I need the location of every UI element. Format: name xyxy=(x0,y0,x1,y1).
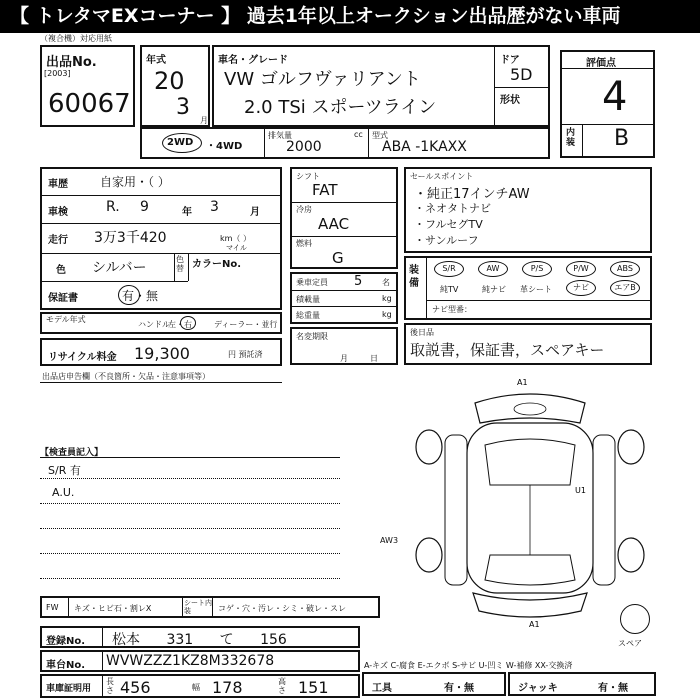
model-name: VW ゴルフヴァリアント xyxy=(224,69,421,90)
model-code-label: 型式 xyxy=(372,131,388,140)
width-label: 幅 xyxy=(192,683,200,692)
shift-box xyxy=(290,167,398,269)
model-type-label: モデル年式 xyxy=(46,315,86,324)
capacity-box xyxy=(290,272,398,324)
equip-ps: P/S xyxy=(522,261,552,277)
displacement-unit: cc xyxy=(354,130,363,139)
damage-mark: U1 xyxy=(575,486,586,495)
equip-pw: P/W xyxy=(566,261,596,277)
recycle-row xyxy=(40,338,282,366)
aircon-value: AAC xyxy=(318,215,350,233)
handle-row xyxy=(40,312,282,334)
lot-number: 60067 xyxy=(48,89,131,119)
lot-box xyxy=(40,45,135,127)
sales-points-box xyxy=(404,167,652,253)
damage-items-1: キズ・ヒビ石・割レX xyxy=(74,604,152,613)
damage-mark: AW3 xyxy=(380,536,399,545)
auction-banner: 【 トレタマEXコーナー 】 過去1年以上オークション出品歴がない車両 xyxy=(0,0,700,33)
history-label: 車歴 xyxy=(48,179,68,190)
year-box xyxy=(140,45,210,127)
year-label: 年式 xyxy=(146,55,166,66)
inspection-month: 3 xyxy=(210,199,219,215)
inspector-line1: S/R 有 xyxy=(48,464,81,477)
equipment-label: 装備 xyxy=(409,265,419,289)
score-box xyxy=(560,50,655,158)
history-value: 自家用・（ ） xyxy=(100,175,170,189)
chassis-value: WVWZZZ1KZ8M332678 xyxy=(106,653,275,669)
model-box xyxy=(212,45,550,127)
jack-value: 有・無 xyxy=(598,683,628,694)
recycle-value: 19,300 xyxy=(134,344,190,363)
year-month-unit: 月 xyxy=(200,116,208,125)
jack-label: ジャッキ xyxy=(518,683,558,694)
warranty-label: 保証書 xyxy=(48,293,78,304)
interior-grade: B xyxy=(614,126,630,151)
score-label: 評価点 xyxy=(586,58,616,69)
aircon-label: 冷房 xyxy=(296,205,312,214)
capacity-value: 5 xyxy=(354,274,363,289)
shape-label: 形状 xyxy=(500,95,520,106)
damage-legend-row xyxy=(40,596,380,618)
color-change-label: 色替 xyxy=(176,255,184,273)
tools-box xyxy=(362,672,506,696)
registration-value: 松本 331 て 156 xyxy=(112,632,287,648)
sales-point-item: ・フルセグTV xyxy=(414,218,483,231)
warranty-value: 有・無 xyxy=(122,289,159,303)
fuel-label: 燃料 xyxy=(296,239,312,248)
details-table xyxy=(40,167,282,310)
spare-tire-icon xyxy=(620,604,650,634)
equipment-box xyxy=(404,256,652,320)
name-change-box xyxy=(290,327,398,365)
displacement-label: 排気量 xyxy=(268,131,292,140)
color-value: シルバー xyxy=(92,260,147,276)
spare-label: スペア xyxy=(618,639,642,648)
damage-mark: A1 xyxy=(529,620,540,629)
chassis-label: 車台No. xyxy=(46,660,86,671)
year-month: 3 xyxy=(176,95,190,120)
score-value: 4 xyxy=(602,74,628,120)
doors-value: 5D xyxy=(510,65,533,84)
damage-items-2: コゲ・穴・汚レ・シミ・破レ・スレ xyxy=(218,604,346,613)
length-value: 456 xyxy=(120,678,151,697)
equip-abs: ABS xyxy=(610,261,640,277)
color-no-label: カラーNo. xyxy=(192,259,242,270)
recycle-unit: 円 預託済 xyxy=(228,350,263,359)
capacity-unit: 名 xyxy=(382,278,390,287)
import-value: ディーラー・並行 xyxy=(214,320,278,329)
mileage-sub: マイル xyxy=(226,244,247,252)
equip-leather: 革シート xyxy=(520,285,552,294)
year-value: 20 xyxy=(154,67,185,95)
damage-mark: A1 xyxy=(517,378,528,387)
displacement-value: 2000 xyxy=(286,139,322,155)
inspection-month-unit: 月 xyxy=(250,207,260,218)
drive-4wd: ・4WD xyxy=(206,141,243,152)
registration-label: 登録No. xyxy=(46,636,86,647)
height-value: 151 xyxy=(298,678,329,697)
sales-point-item: ・サンルーフ xyxy=(414,234,479,247)
spec-row xyxy=(140,127,550,159)
seller-notes-label: 出品店申告欄（不良箇所・欠品・注意事項等） xyxy=(42,372,210,381)
docs-box xyxy=(404,323,652,365)
handle-label: ハンドル xyxy=(138,320,170,329)
equip-sr: S/R xyxy=(434,261,464,277)
header-note: （複合機）対応用紙 xyxy=(40,34,112,43)
damage-code-legend: A-キズ C-腐食 E-エクボ S-サビ U-凹ミ W-補修 XX-交換済 xyxy=(364,661,573,670)
fw-label: FW xyxy=(46,603,59,612)
gross-unit: kg xyxy=(382,310,392,319)
interior-label: 内装 xyxy=(566,128,576,148)
equip-aw: AW xyxy=(478,261,508,277)
jack-box xyxy=(508,672,656,696)
inspector-line2: A.U. xyxy=(52,486,75,499)
certificate-row xyxy=(40,674,360,698)
load-label: 積載量 xyxy=(296,295,320,304)
fuel-value: G xyxy=(332,249,344,267)
mileage-label: 走行 xyxy=(48,235,68,246)
docs-label: 後日品 xyxy=(410,328,434,337)
model-code-value: ABA -1KAXX xyxy=(382,139,467,155)
inspection-year: 9 xyxy=(140,199,149,215)
registration-row xyxy=(40,626,360,648)
tools-value: 有・無 xyxy=(444,683,474,694)
doors-label: ドア xyxy=(500,55,520,66)
sales-point-item: ・純正17インチAW xyxy=(414,187,530,202)
shift-label: シフト xyxy=(296,172,320,181)
length-label: 長さ xyxy=(106,677,114,695)
recycle-label: リサイクル料金 xyxy=(48,352,117,363)
capacity-label: 乗車定員 xyxy=(296,278,328,287)
inspection-label: 車検 xyxy=(48,207,68,218)
chassis-row xyxy=(40,650,360,672)
lot-label: 出品No. xyxy=(46,55,97,70)
equip-airbag: エアB xyxy=(610,280,640,296)
tools-label: 工具 xyxy=(372,683,392,694)
gross-label: 総重量 xyxy=(296,311,320,320)
navi-model-label: ナビ型番： xyxy=(432,305,472,314)
name-change-unit: 月日 xyxy=(340,354,400,363)
inspection-year-unit: 年 xyxy=(182,207,192,218)
model-label: 車名・グレード xyxy=(218,55,288,66)
docs-value: 取説書，保証書，スペアキー xyxy=(410,341,605,359)
mileage-unit: km（ ） xyxy=(220,234,251,243)
inspector-label: 【検査員記入】 xyxy=(40,448,104,458)
equip-navi: 純ナビ xyxy=(482,285,506,294)
load-unit: kg xyxy=(382,294,392,303)
mileage-value: 3万3千420 xyxy=(94,230,167,246)
lot-year-stamp: [2003] xyxy=(44,69,71,78)
drive-2wd: 2WD xyxy=(167,137,194,148)
seat-label: シート内装 xyxy=(184,599,212,615)
equip-navi2: ナビ xyxy=(566,280,596,296)
handle-value: 左・右 xyxy=(168,320,192,329)
model-grade: 2.0 TSi スポーツライン xyxy=(244,97,437,118)
color-label: 色 xyxy=(56,265,66,276)
inspection-era: R. xyxy=(106,199,120,215)
name-change-label: 名変期限 xyxy=(296,332,328,341)
width-value: 178 xyxy=(212,678,243,697)
sales-points-label: セールスポイント xyxy=(410,172,474,181)
equip-tv: 純TV xyxy=(440,285,459,294)
shift-value: FAT xyxy=(312,181,338,199)
certificate-label: 車庫証明用 xyxy=(46,684,92,694)
height-label: 高さ xyxy=(278,677,286,695)
sales-point-item: ・ネオタトナビ xyxy=(414,202,491,215)
car-damage-diagram xyxy=(405,375,655,630)
